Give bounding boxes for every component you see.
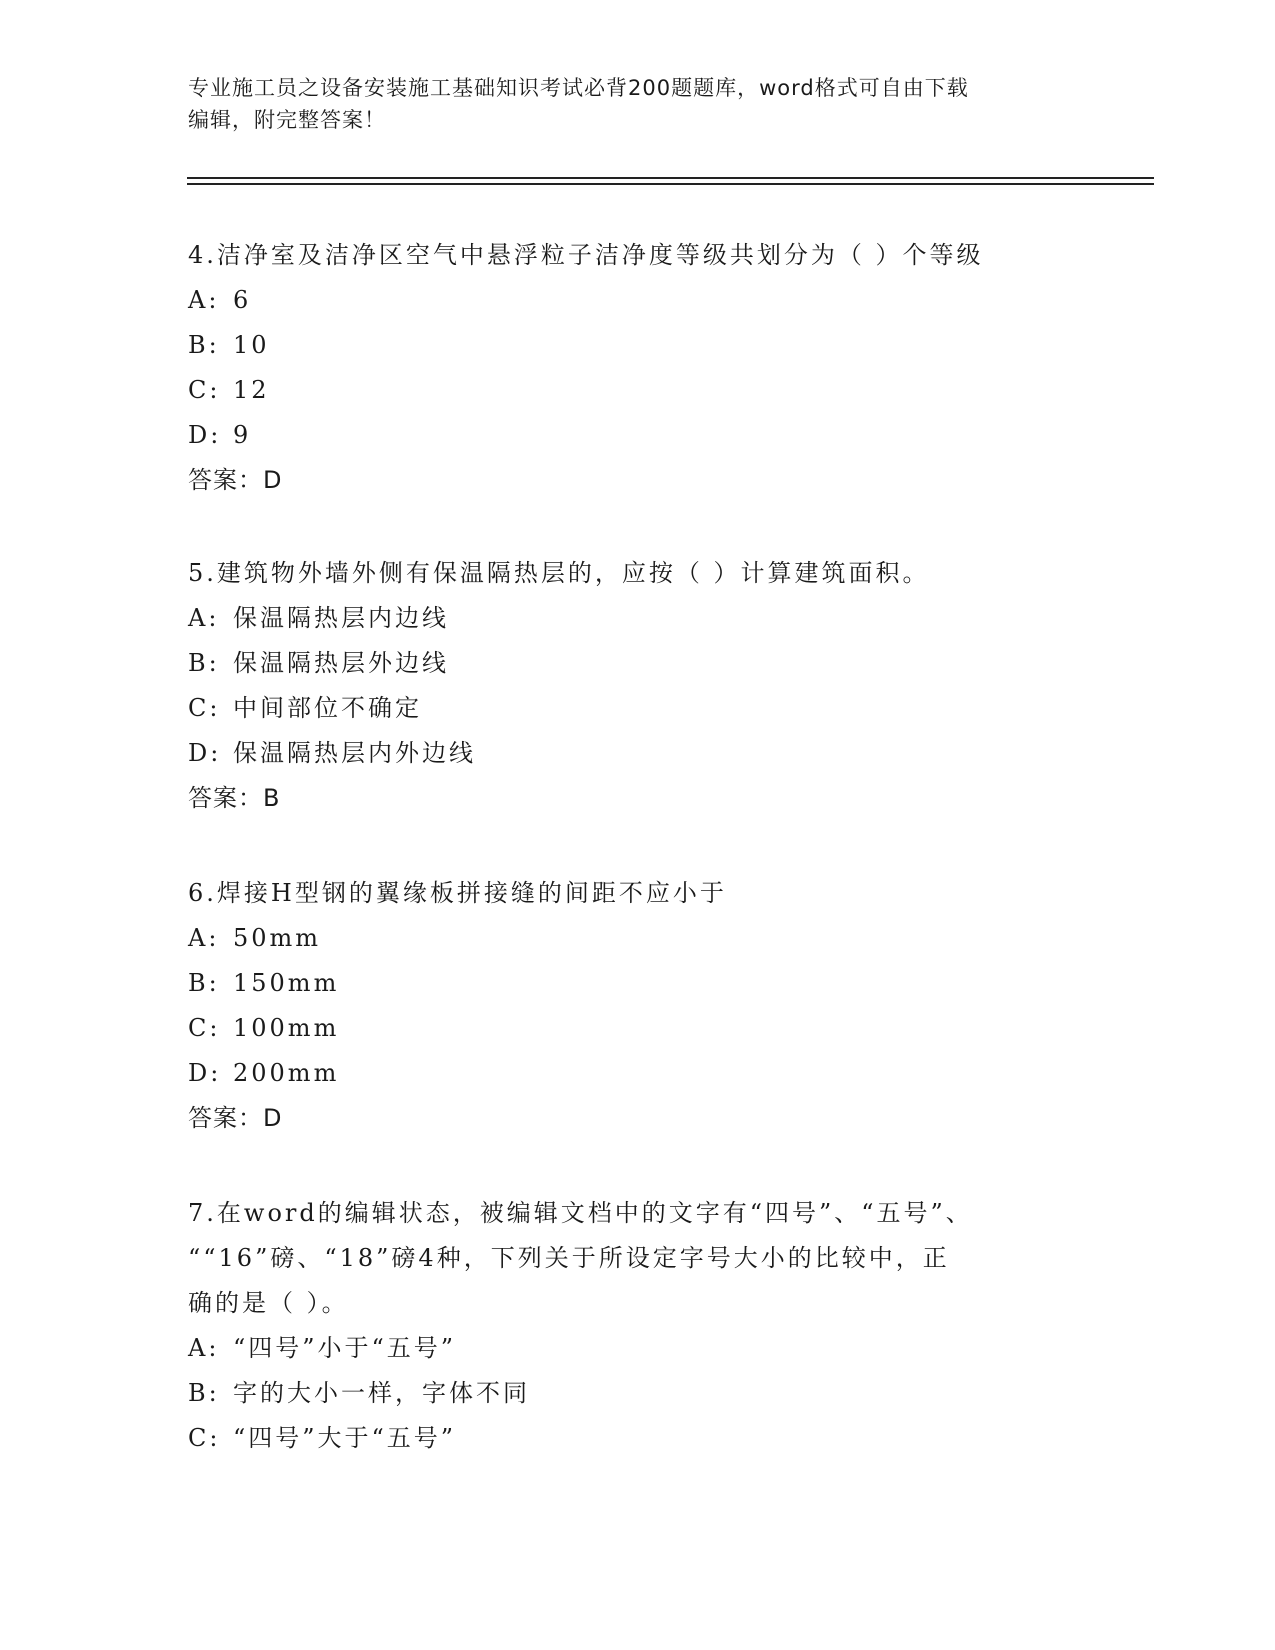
question-text: 5.建筑物外墙外侧有保温隔热层的，应按（ ）计算建筑面积。 xyxy=(188,559,930,587)
option-a xyxy=(188,596,1088,641)
option-letter: B: xyxy=(188,331,220,359)
option-text: 9 xyxy=(233,421,252,449)
option-text: 字的大小一样，字体不同 xyxy=(233,1379,530,1407)
option-letter: C: xyxy=(188,1014,221,1042)
option-text: 10 xyxy=(233,331,270,359)
question-text-line-1: 7.在word的编辑状态，被编辑文档中的文字有“四号”、“五号”、 xyxy=(188,1199,973,1227)
question-text: 6.焊接H型钢的翼缘板拼接缝的间距不应小于 xyxy=(188,879,727,907)
option-letter: D: xyxy=(188,421,222,449)
option-letter: B: xyxy=(188,969,220,997)
option-letter: B: xyxy=(188,1379,220,1407)
option-letter: C: xyxy=(188,694,221,722)
header-title-line-2: 编辑，附完整答案！ xyxy=(188,108,386,132)
option-text: 保温隔热层外边线 xyxy=(233,649,449,677)
option-a xyxy=(188,916,1088,961)
question-7 xyxy=(188,1191,1088,1461)
option-text: 50mm xyxy=(233,924,322,952)
option-letter: A: xyxy=(188,1334,220,1362)
question-text-line-2: ““16”磅、“18”磅4种，下列关于所设定字号大小的比较中，正 xyxy=(188,1244,950,1272)
option-text: “四号”大于“五号” xyxy=(233,1424,457,1452)
option-text: 12 xyxy=(233,376,270,404)
option-text: 中间部位不确定 xyxy=(233,694,422,722)
option-c xyxy=(188,368,1088,413)
option-b xyxy=(188,641,1088,686)
option-c xyxy=(188,1416,1088,1461)
option-text: 150mm xyxy=(233,969,340,997)
option-d xyxy=(188,1051,1088,1096)
option-d xyxy=(188,731,1088,776)
header-divider-bottom xyxy=(187,183,1154,185)
question-text: 4.洁净室及洁净区空气中悬浮粒子洁净度等级共划分为（ ）个等级 xyxy=(188,241,984,269)
option-letter: C: xyxy=(188,376,221,404)
option-a xyxy=(188,278,1088,323)
header-title-line-1: 专业施工员之设备安装施工基础知识考试必背200题题库，word格式可自由下载 xyxy=(188,76,969,100)
option-letter: B: xyxy=(188,649,220,677)
question-5 xyxy=(188,551,1088,820)
option-a xyxy=(188,1326,1088,1371)
answer-line: 答案：D xyxy=(188,1104,283,1132)
option-letter: C: xyxy=(188,1424,221,1452)
header-divider-top xyxy=(187,177,1154,179)
answer-line: 答案：D xyxy=(188,466,283,494)
option-b xyxy=(188,961,1088,1006)
option-text: “四号”小于“五号” xyxy=(233,1334,457,1362)
option-c xyxy=(188,686,1088,731)
answer-line: 答案：B xyxy=(188,784,281,812)
question-4 xyxy=(188,233,1088,502)
option-b xyxy=(188,323,1088,368)
option-letter: A: xyxy=(188,924,220,952)
option-c xyxy=(188,1006,1088,1051)
question-text-line-3: 确的是（ ）。 xyxy=(188,1289,349,1317)
option-text: 保温隔热层内边线 xyxy=(233,604,449,632)
option-text: 200mm xyxy=(233,1059,340,1087)
question-6 xyxy=(188,871,1088,1140)
option-b xyxy=(188,1371,1088,1416)
option-text: 100mm xyxy=(233,1014,340,1042)
option-letter: D: xyxy=(188,1059,222,1087)
option-letter: A: xyxy=(188,604,220,632)
option-letter: D: xyxy=(188,739,222,767)
option-text: 6 xyxy=(233,286,252,314)
option-text: 保温隔热层内外边线 xyxy=(233,739,476,767)
document-header xyxy=(188,72,1088,136)
option-d xyxy=(188,413,1088,458)
option-letter: A: xyxy=(188,286,220,314)
